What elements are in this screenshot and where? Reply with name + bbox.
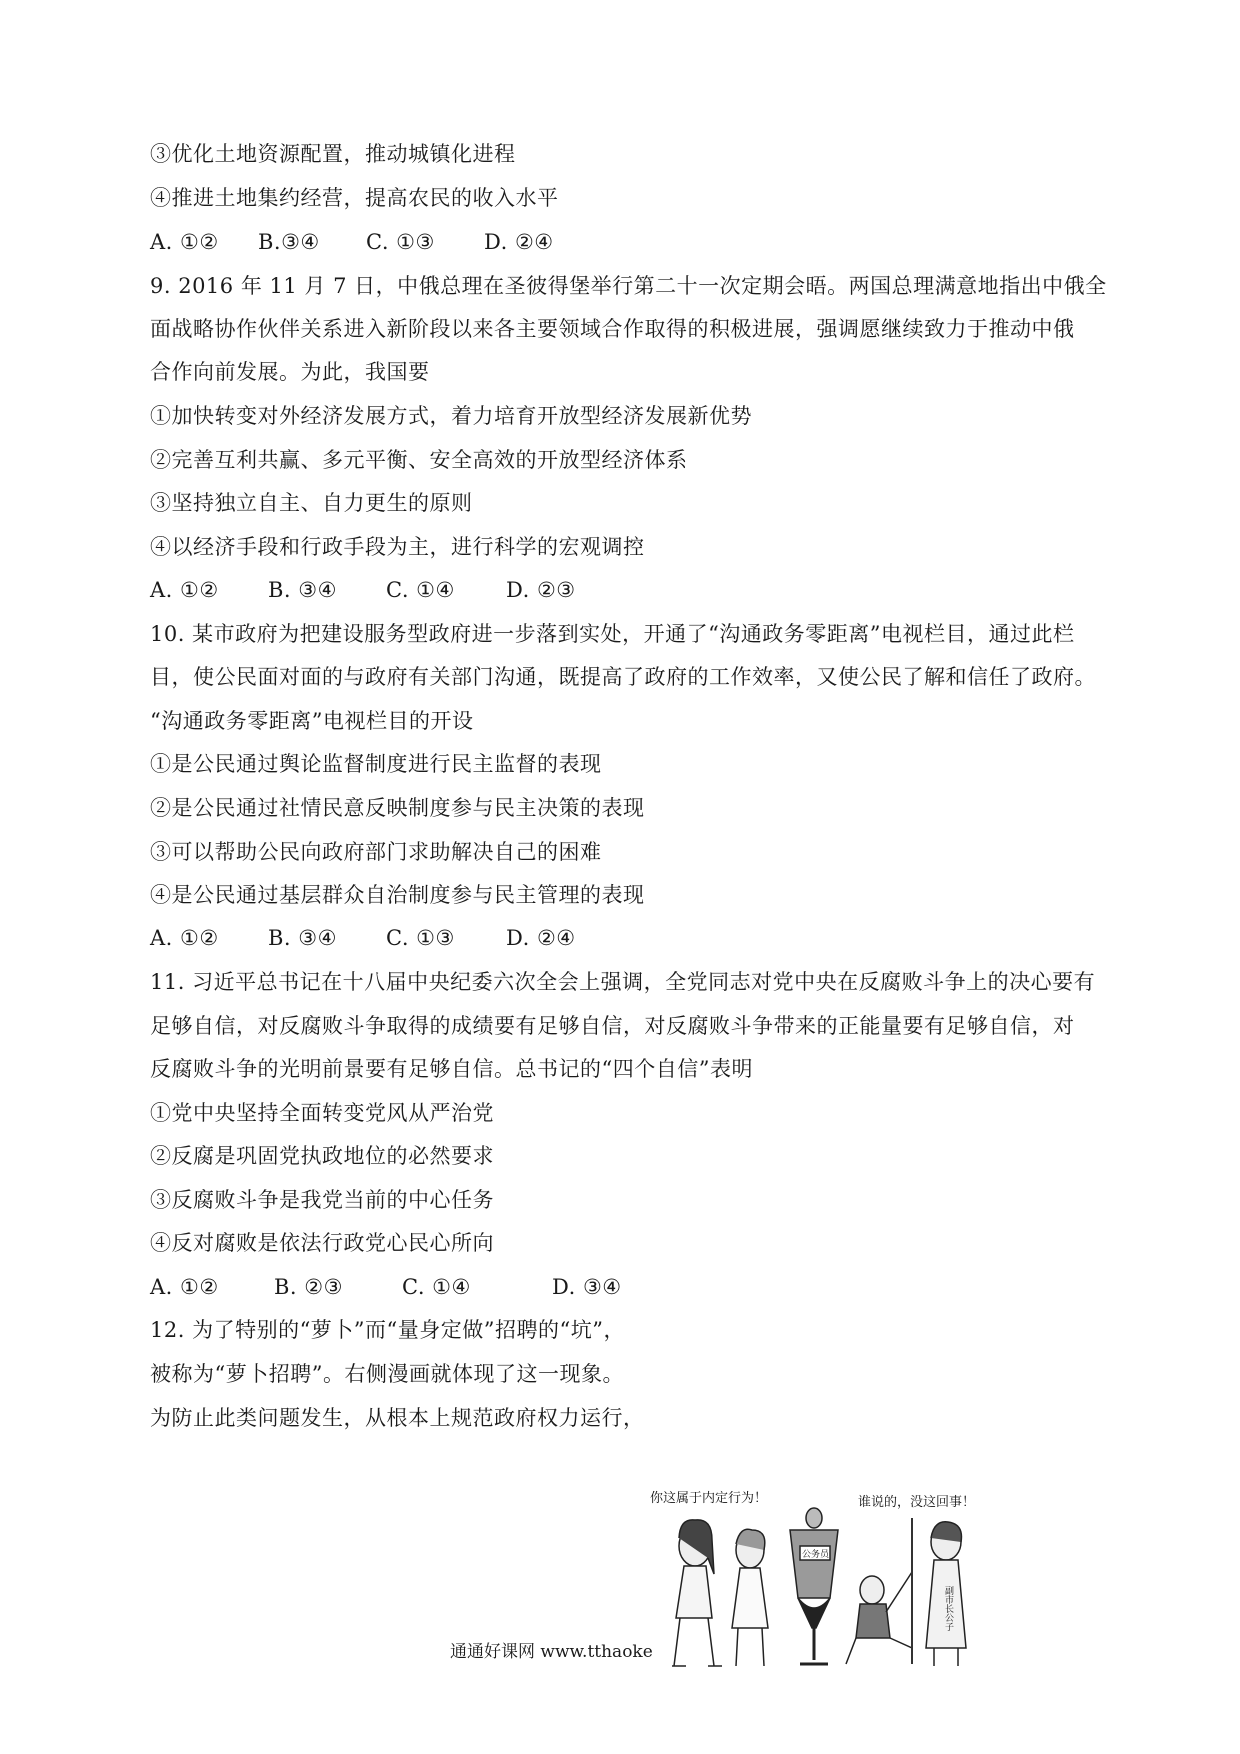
question-9-line: 合作向前发展。为此，我国要	[150, 360, 430, 384]
woman-figure-center	[732, 1529, 768, 1666]
question-10-line: “沟通政务零距离”电视栏目的开设	[150, 709, 474, 733]
option-d: D. ③④	[552, 1275, 622, 1299]
tailor-figure	[846, 1572, 912, 1664]
statement-2: ②是公民通过社情民意反映制度参与民主决策的表现	[150, 796, 645, 820]
question-10-line: 10. 某市政府为把建设服务型政府进一步落到实处，开通了“沟通政务零距离”电视栏目，通过此栏	[150, 622, 1075, 646]
statement-4: ④以经济手段和行政手段为主，进行科学的宏观调控	[150, 535, 645, 559]
option-a: A. ①②	[150, 1275, 219, 1299]
option-d: D. ②④	[484, 230, 554, 254]
statement-1: ①党中央坚持全面转变党风从严治党	[150, 1101, 494, 1125]
question-12-line: 12. 为了特别的“萝卜”而“量身定做”招聘的“坑”，	[150, 1318, 625, 1342]
statement-3: ③反腐败斗争是我党当前的中心任务	[150, 1188, 494, 1212]
statement-4: ④是公民通过基层群众自治制度参与民主管理的表现	[150, 883, 645, 907]
answer-options-q8	[150, 228, 1110, 256]
option-c: C. ①④	[386, 578, 455, 602]
text-line: ④推进土地集约经营，提高农民的收入水平	[150, 186, 559, 210]
question-9-line: 9. 2016 年 11 月 7 日，中俄总理在圣彼得堡举行第二十一次定期会晤。两国总理满意地指出中俄全	[150, 274, 1107, 298]
mannequin-label: 公务员	[802, 1550, 830, 1560]
question-11-line: 11. 习近平总书记在十八届中央纪委六次全会上强调，全党同志对党中央在反腐败斗争上的决心要有	[150, 970, 1096, 994]
banner-label: 副市长公子	[943, 1586, 953, 1631]
answer-options-q10	[150, 924, 1110, 952]
statement-3: ③坚持独立自主、自力更生的原则	[150, 491, 473, 515]
statement-1: ①是公民通过舆论监督制度进行民主监督的表现	[150, 752, 602, 776]
option-b: B. ②③	[274, 1275, 343, 1299]
option-a: A. ①②	[150, 578, 219, 602]
question-12-line: 为防止此类问题发生，从根本上规范政府权力运行，	[150, 1406, 645, 1430]
question-11-line: 反腐败斗争的光明前景要有足够自信。总书记的“四个自信”表明	[150, 1057, 753, 1081]
woman-figure-left	[672, 1520, 722, 1666]
option-a: A. ①②	[150, 926, 219, 950]
statement-2: ②完善互利共赢、多元平衡、安全高效的开放型经济体系	[150, 448, 688, 472]
option-d: D. ②③	[506, 578, 576, 602]
option-b: B.③④	[258, 230, 320, 254]
option-c: C. ①④	[402, 1275, 471, 1299]
option-d: D. ②④	[506, 926, 576, 950]
question-11-line: 足够自信，对反腐败斗争取得的成绩要有足够自信，对反腐败斗争带来的正能量要有足够自信，对	[150, 1014, 1075, 1038]
cartoon-illustration	[650, 1478, 980, 1668]
text-line: ③优化土地资源配置，推动城镇化进程	[150, 142, 516, 166]
question-10-line: 目，使公民面对面的与政府有关部门沟通，既提高了政府的工作效率，又使公民了解和信任了政府。	[150, 665, 1096, 689]
option-c: C. ①③	[386, 926, 455, 950]
answer-options-q11	[150, 1273, 1110, 1301]
statement-2: ②反腐是巩固党执政地位的必然要求	[150, 1144, 494, 1168]
option-b: B. ③④	[268, 926, 337, 950]
question-9-line: 面战略协作伙伴关系进入新阶段以来各主要领域合作取得的积极进展，强调愿继续致力于推动中俄	[150, 317, 1075, 341]
mannequin	[790, 1508, 838, 1664]
question-12-line: 被称为“萝卜招聘”。右侧漫画就体现了这一现象。	[150, 1362, 624, 1386]
statement-1: ①加快转变对外经济发展方式，着力培育开放型经济发展新优势	[150, 404, 752, 428]
statement-3: ③可以帮助公民向政府部门求助解决自己的困难	[150, 840, 602, 864]
cartoon-drawing	[650, 1478, 980, 1668]
statement-4: ④反对腐败是依法行政党心民心所向	[150, 1231, 494, 1255]
option-c: C. ①③	[366, 230, 435, 254]
footer-watermark: 通通好课网 www.tthaoke	[450, 1642, 653, 1662]
woman-figure-right	[926, 1522, 966, 1666]
speech-bubble-left: 你这属于内定行为！	[650, 1491, 768, 1506]
option-b: B. ③④	[268, 578, 337, 602]
speech-bubble-right: 谁说的，没这回事！	[858, 1495, 976, 1510]
answer-options-q9	[150, 576, 1110, 604]
option-a: A. ①②	[150, 230, 219, 254]
